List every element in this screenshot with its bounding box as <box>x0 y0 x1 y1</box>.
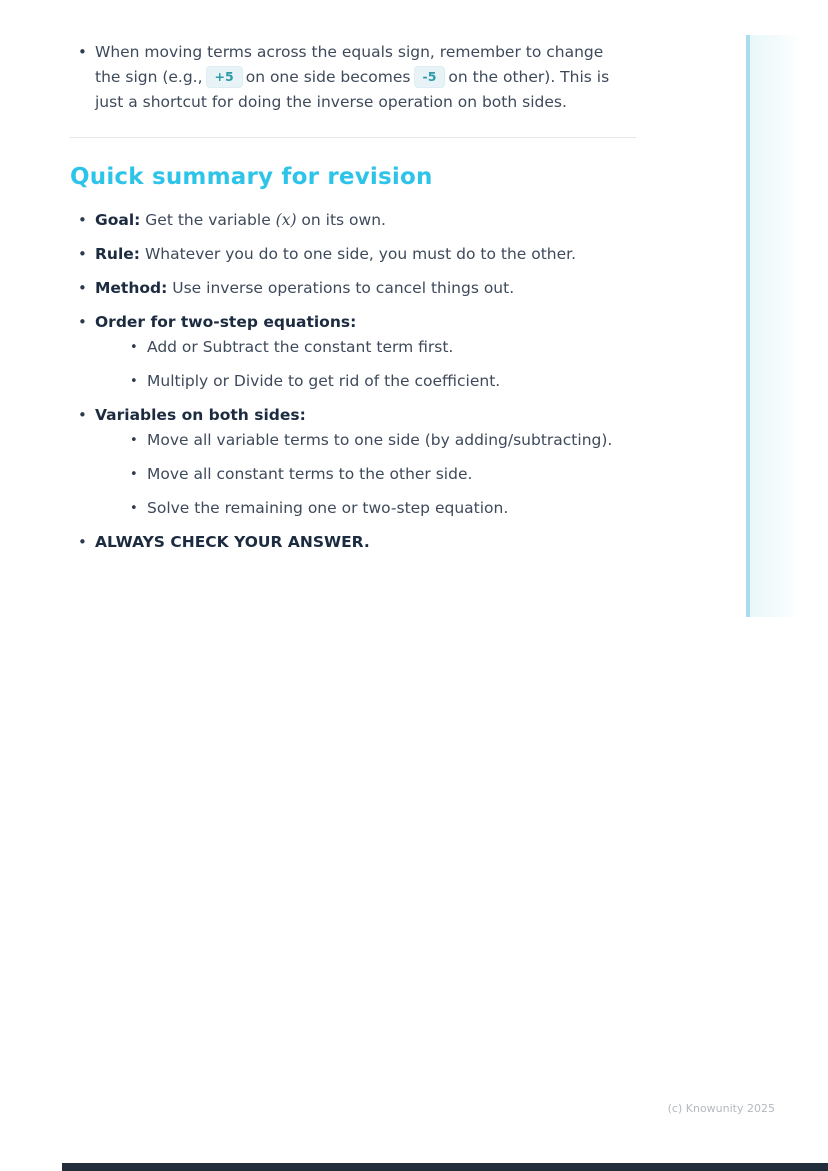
list-item <box>122 496 636 521</box>
code-badge-minus5: -5 <box>414 66 446 88</box>
code-badge-plus5: +5 <box>206 66 243 88</box>
item-text: Solve the remaining one or two-step equation. <box>147 499 509 517</box>
item-label: Goal: <box>95 211 141 229</box>
item-text: Get the variable <box>145 211 276 229</box>
item-label: Order for two-step equations: <box>95 313 357 331</box>
intro-list <box>70 40 618 115</box>
item-label: Variables on both sides: <box>95 406 306 424</box>
right-accent-fill <box>750 35 800 617</box>
item-text: Add or Subtract the constant term first. <box>147 338 454 356</box>
list-item-check-answer <box>70 530 636 555</box>
list-item <box>122 369 636 394</box>
page-edge-bar <box>62 1163 828 1171</box>
list-item-order <box>70 310 636 394</box>
list-item <box>122 335 636 360</box>
right-accent-line <box>746 35 750 617</box>
list-item-goal <box>70 208 636 233</box>
item-label: ALWAYS CHECK YOUR ANSWER. <box>95 533 370 551</box>
item-text: Use inverse operations to cancel things out. <box>172 279 515 297</box>
footer-credit: (c) Knowunity 2025 <box>667 1102 775 1115</box>
item-label: Method: <box>95 279 168 297</box>
section-divider <box>70 137 636 138</box>
item-text: Whatever you do to one side, you must do to the other. <box>144 245 577 263</box>
list-item-variables <box>70 403 636 521</box>
item-text: on its own. <box>296 211 386 229</box>
nested-list <box>122 428 636 521</box>
intro-text-2: on one side becomes <box>245 68 411 86</box>
math-variable: (x) <box>275 211 297 229</box>
item-text: Move all variable terms to one side (by adding/subtracting). <box>147 431 613 449</box>
list-item-rule <box>70 242 636 267</box>
intro-text-3: on the other). This is just a shortcut for doing the inverse operation on both sides. <box>95 68 610 111</box>
summary-list <box>70 208 636 555</box>
list-item <box>70 40 618 115</box>
nested-list <box>122 335 636 394</box>
list-item-method <box>70 276 636 301</box>
item-text: Move all constant terms to the other side. <box>147 465 473 483</box>
page-title: Quick summary for revision <box>70 164 433 190</box>
list-item <box>122 428 636 453</box>
item-label: Rule: <box>95 245 140 263</box>
list-item <box>122 462 636 487</box>
intro-text-1: When moving terms across the equals sign, remember to change the sign (e.g., <box>95 43 604 86</box>
page-content <box>70 40 636 564</box>
item-text: Multiply or Divide to get rid of the coefficient. <box>147 372 501 390</box>
